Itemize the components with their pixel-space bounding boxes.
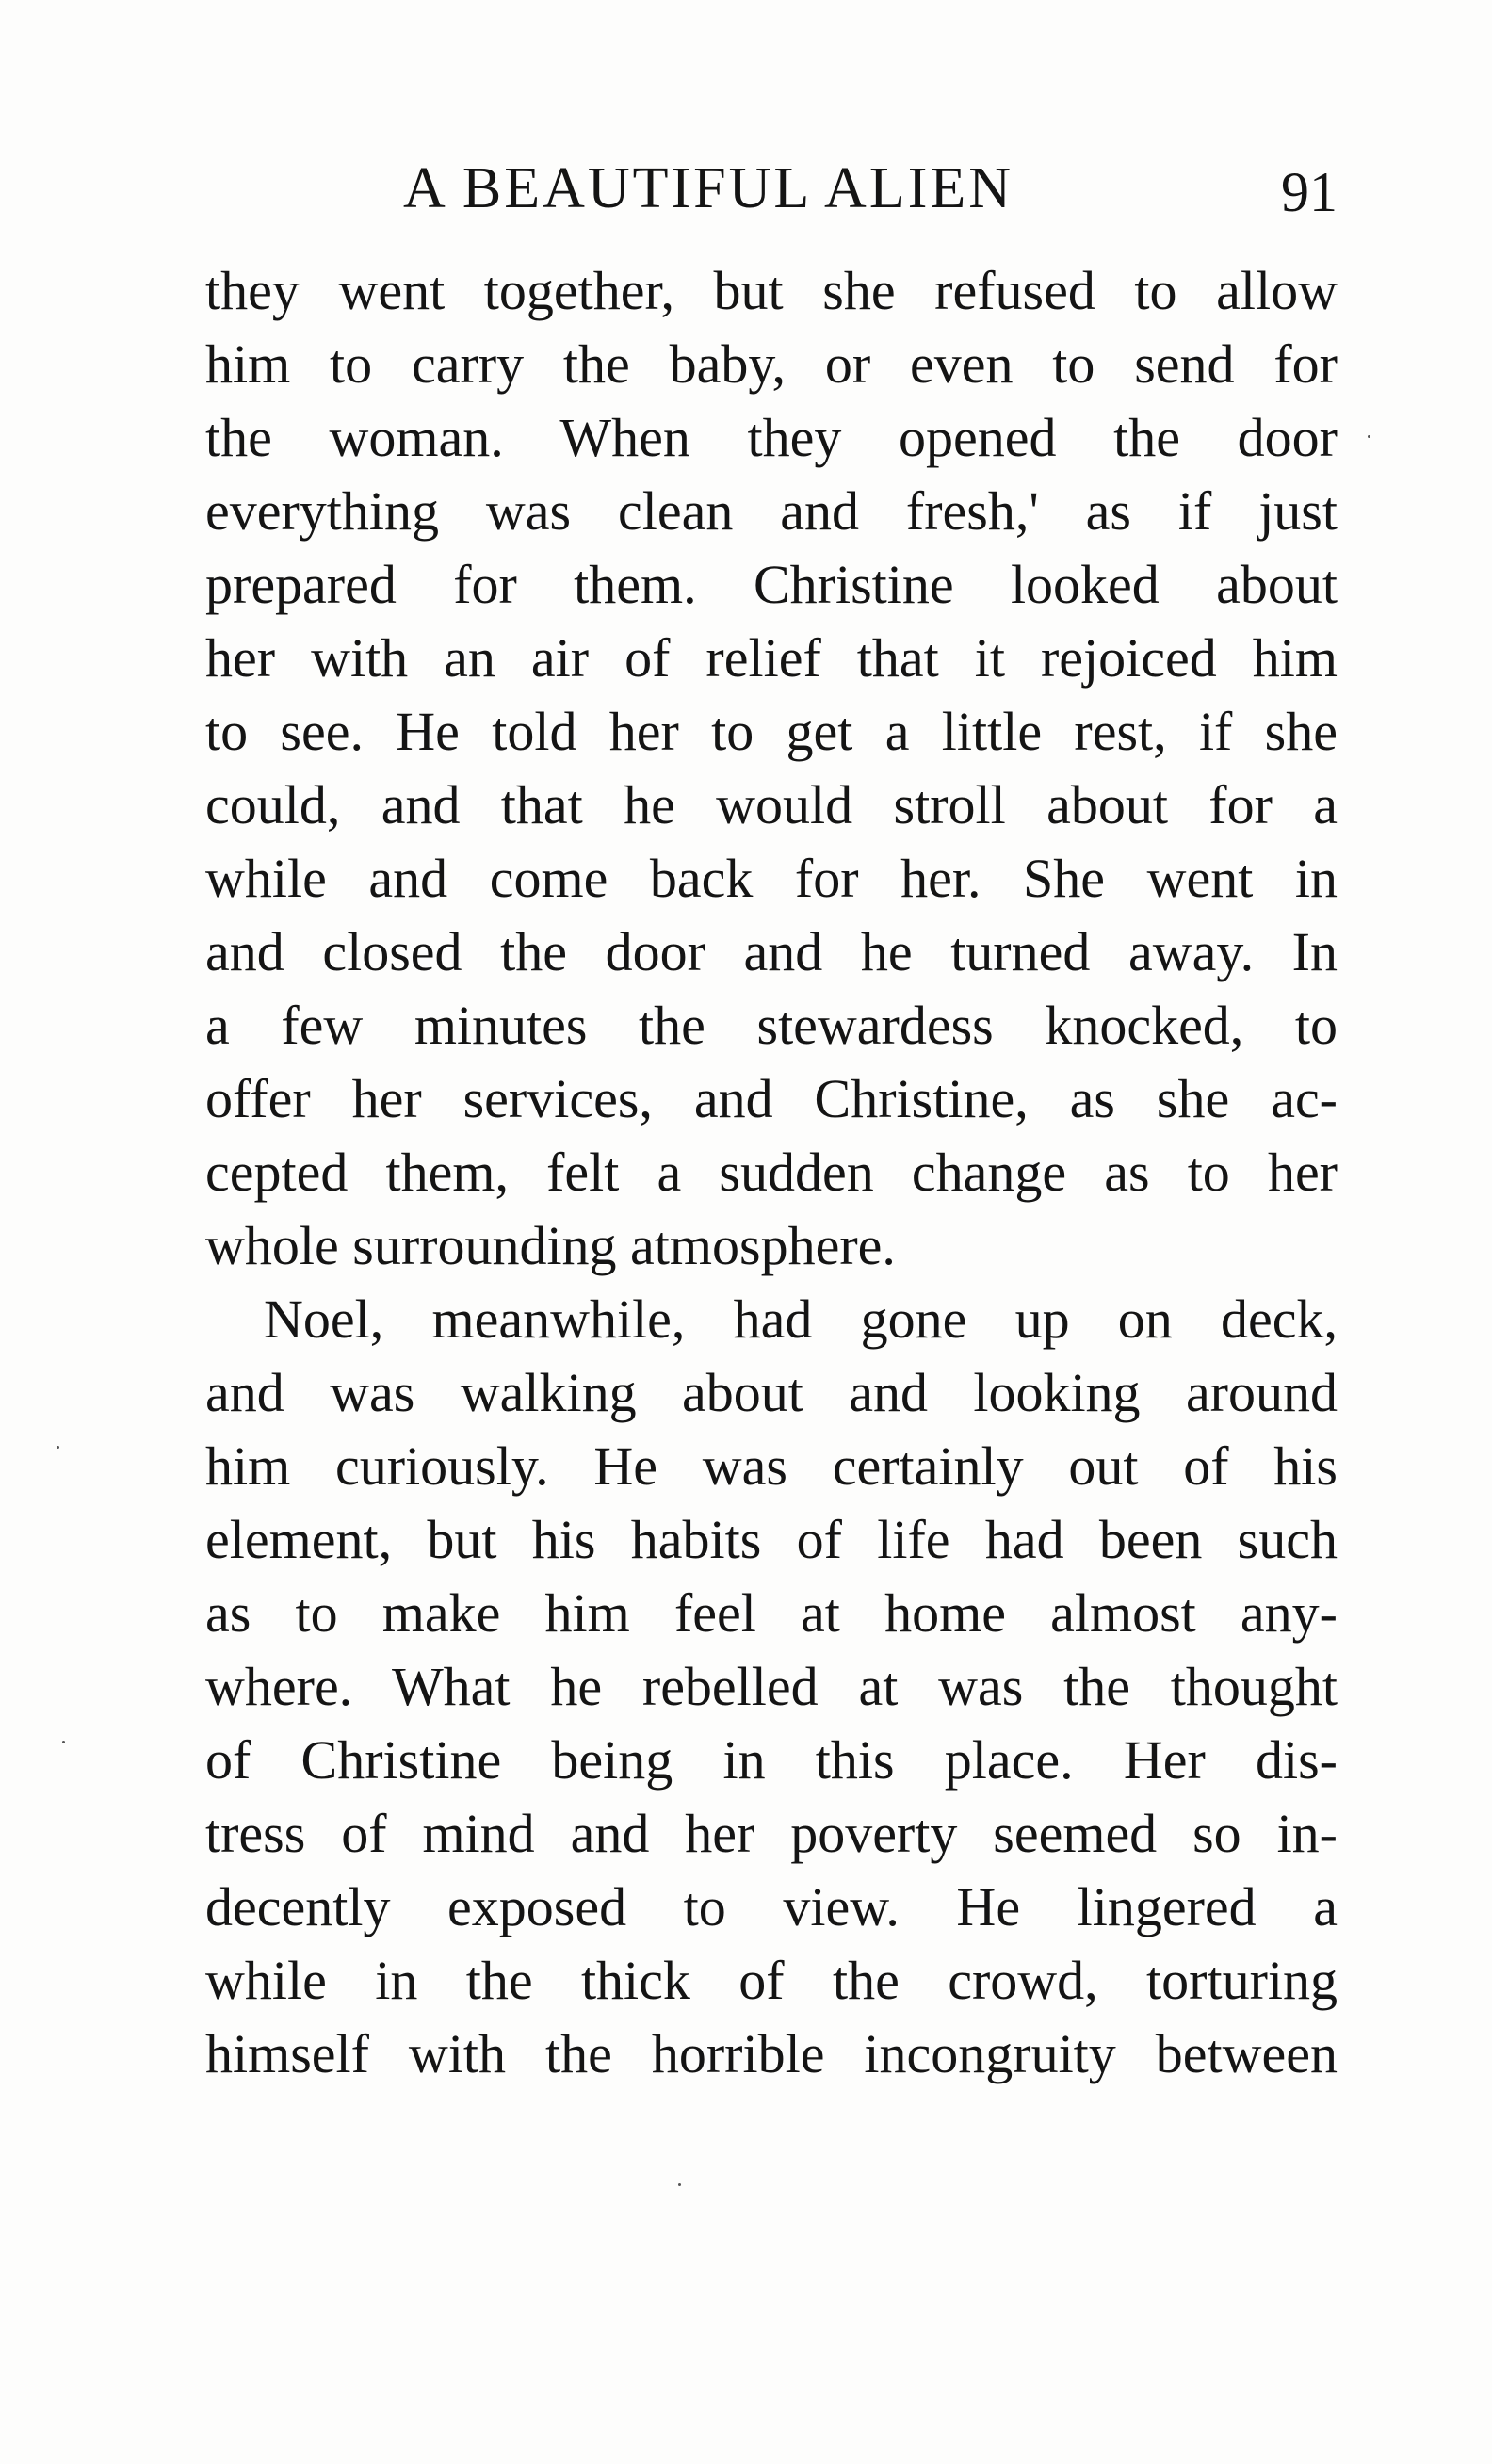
body-text: [205, 254, 1338, 2091]
paragraph-2: [205, 1283, 1338, 2091]
text-line: element, but his habits of life had been such: [205, 1509, 1338, 1570]
text-line: cepted them, felt a sudden change as to her: [205, 1142, 1338, 1203]
paragraph-1: [205, 254, 1338, 1283]
text-line: decently exposed to view. He lingered a: [205, 1876, 1338, 1937]
text-line: a few minutes the stewardess knocked, to: [205, 995, 1338, 1056]
text-line: while and come back for her. She went in: [205, 848, 1338, 909]
print-speck: [57, 1446, 59, 1449]
text-line: Noel, meanwhile, had gone up on deck,: [264, 1289, 1338, 1350]
text-line: to see. He told her to get a little rest, if she: [205, 701, 1338, 762]
text-line: him curiously. He was certainly out of his: [205, 1435, 1338, 1497]
text-line: could, and that he would stroll about for a: [205, 774, 1338, 835]
text-line: and closed the door and he turned away. In: [205, 921, 1338, 982]
text-line: and was walking about and looking around: [205, 1362, 1338, 1423]
print-speck: [678, 2183, 681, 2186]
text-line: offer her services, and Christine, as she ac-: [205, 1068, 1338, 1129]
text-line: the woman. When they opened the door: [205, 407, 1338, 468]
text-line: everything was clean and fresh,' as if just: [205, 480, 1338, 542]
print-speck: [1368, 435, 1370, 438]
text-line: himself with the horrible incongruity between: [205, 2023, 1338, 2084]
text-line: tress of mind and her poverty seemed so in-: [205, 1803, 1338, 1864]
print-speck: [62, 1741, 65, 1743]
text-line: prepared for them. Christine looked about: [205, 554, 1338, 615]
text-line: where. What he rebelled at was the thought: [205, 1656, 1338, 1717]
text-line: while in the thick of the crowd, torturing: [205, 1950, 1338, 2011]
text-line: whole surrounding atmosphere.: [205, 1215, 896, 1276]
page-number: 91: [1281, 161, 1338, 223]
running-head: [205, 151, 1338, 226]
text-line: of Christine being in this place. Her dis-: [205, 1729, 1338, 1791]
text-line: him to carry the baby, or even to send for: [205, 333, 1338, 395]
text-line: her with an air of relief that it rejoiced him: [205, 627, 1338, 689]
text-line: as to make him feel at home almost any-: [205, 1582, 1338, 1644]
running-title: A BEAUTIFUL ALIEN: [403, 156, 1014, 220]
text-line: they went together, but she refused to allow: [205, 260, 1338, 321]
